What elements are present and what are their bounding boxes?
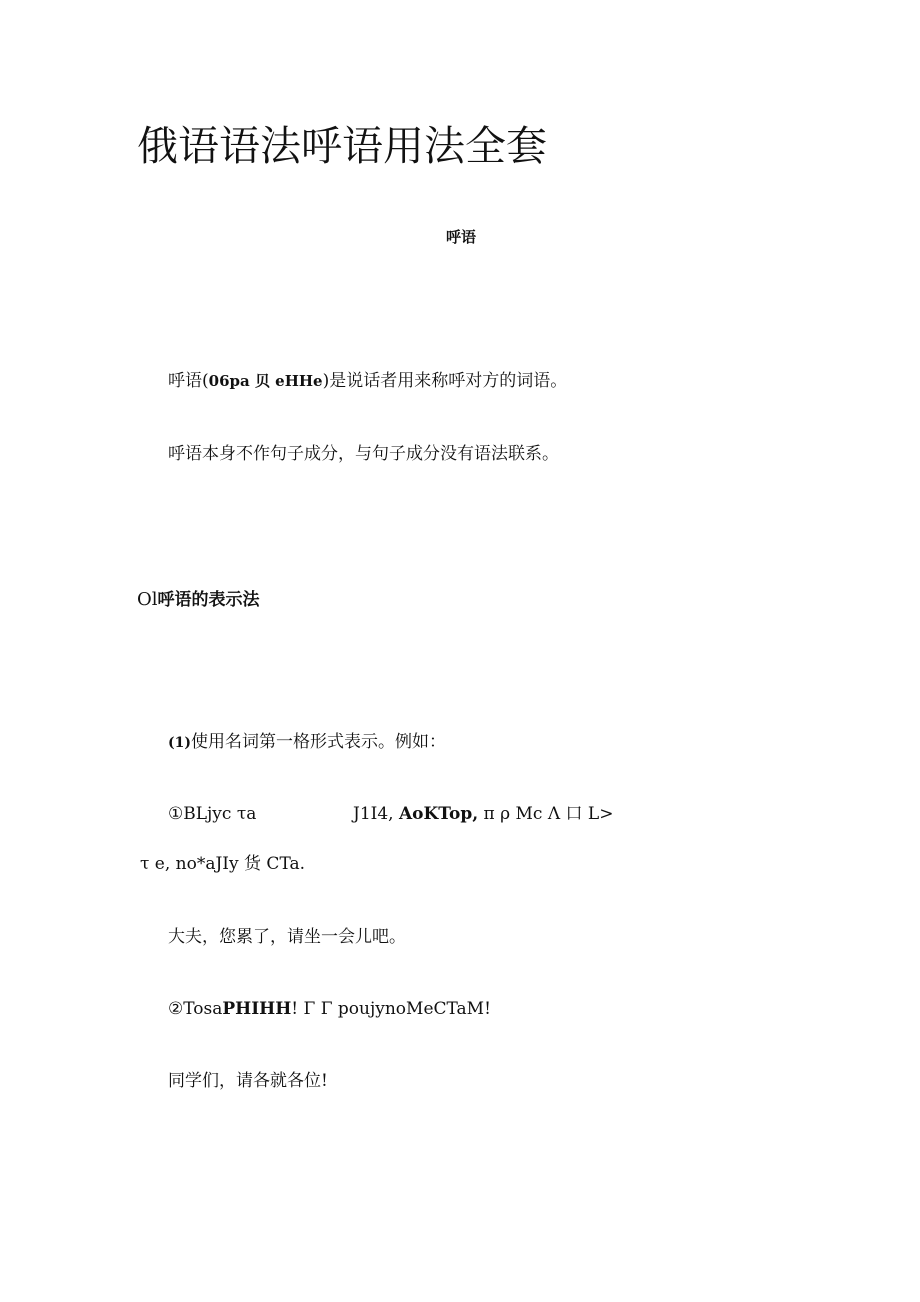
example-1-part-b: J1I4, bbox=[353, 804, 394, 824]
section-number: Ol bbox=[137, 589, 158, 610]
example-2-translation: 同学们，请各就各位! bbox=[168, 1071, 328, 1091]
document-title: 俄语语法呼语用法全套 bbox=[137, 122, 547, 170]
example-1-part-d: π ρ Mc Λ 口 L> bbox=[483, 804, 614, 824]
item-heading bbox=[168, 734, 446, 751]
example-1-line-1 bbox=[168, 806, 256, 823]
item-text: 使用名词第一格形式表示。例如： bbox=[191, 732, 446, 752]
example-1-line-1-continued bbox=[353, 806, 613, 823]
item-marker: (1) bbox=[168, 735, 191, 751]
paragraph-definition-suffix: )是说话者用来称呼对方的词语。 bbox=[322, 371, 568, 391]
example-2-part-a: ②Tosa bbox=[168, 999, 223, 1019]
example-1-part-c: AoKTop, bbox=[398, 804, 479, 824]
example-2-part-b: PHIHH bbox=[222, 999, 292, 1019]
paragraph-definition-prefix: 呼语( bbox=[168, 371, 209, 391]
section-heading bbox=[137, 591, 260, 609]
example-1-line-2: τ e, no*aJIy 货 CTa. bbox=[140, 854, 306, 874]
section-label: 呼语的表示法 bbox=[157, 590, 260, 610]
example-1-part-a: ①BLjyc τa bbox=[168, 804, 257, 824]
example-2-line bbox=[168, 1001, 491, 1018]
section-subtitle: 呼语 bbox=[446, 228, 477, 246]
example-1-translation: 大夫，您累了，请坐一会儿吧。 bbox=[168, 927, 406, 947]
russian-term: 06pa 贝 eHHe bbox=[208, 372, 323, 390]
paragraph-definition bbox=[168, 373, 567, 390]
paragraph-grammar-note: 呼语本身不作句子成分，与句子成分没有语法联系。 bbox=[168, 444, 559, 464]
example-2-part-c: ! Γ Γ poujynoMeCTaM! bbox=[291, 999, 491, 1019]
